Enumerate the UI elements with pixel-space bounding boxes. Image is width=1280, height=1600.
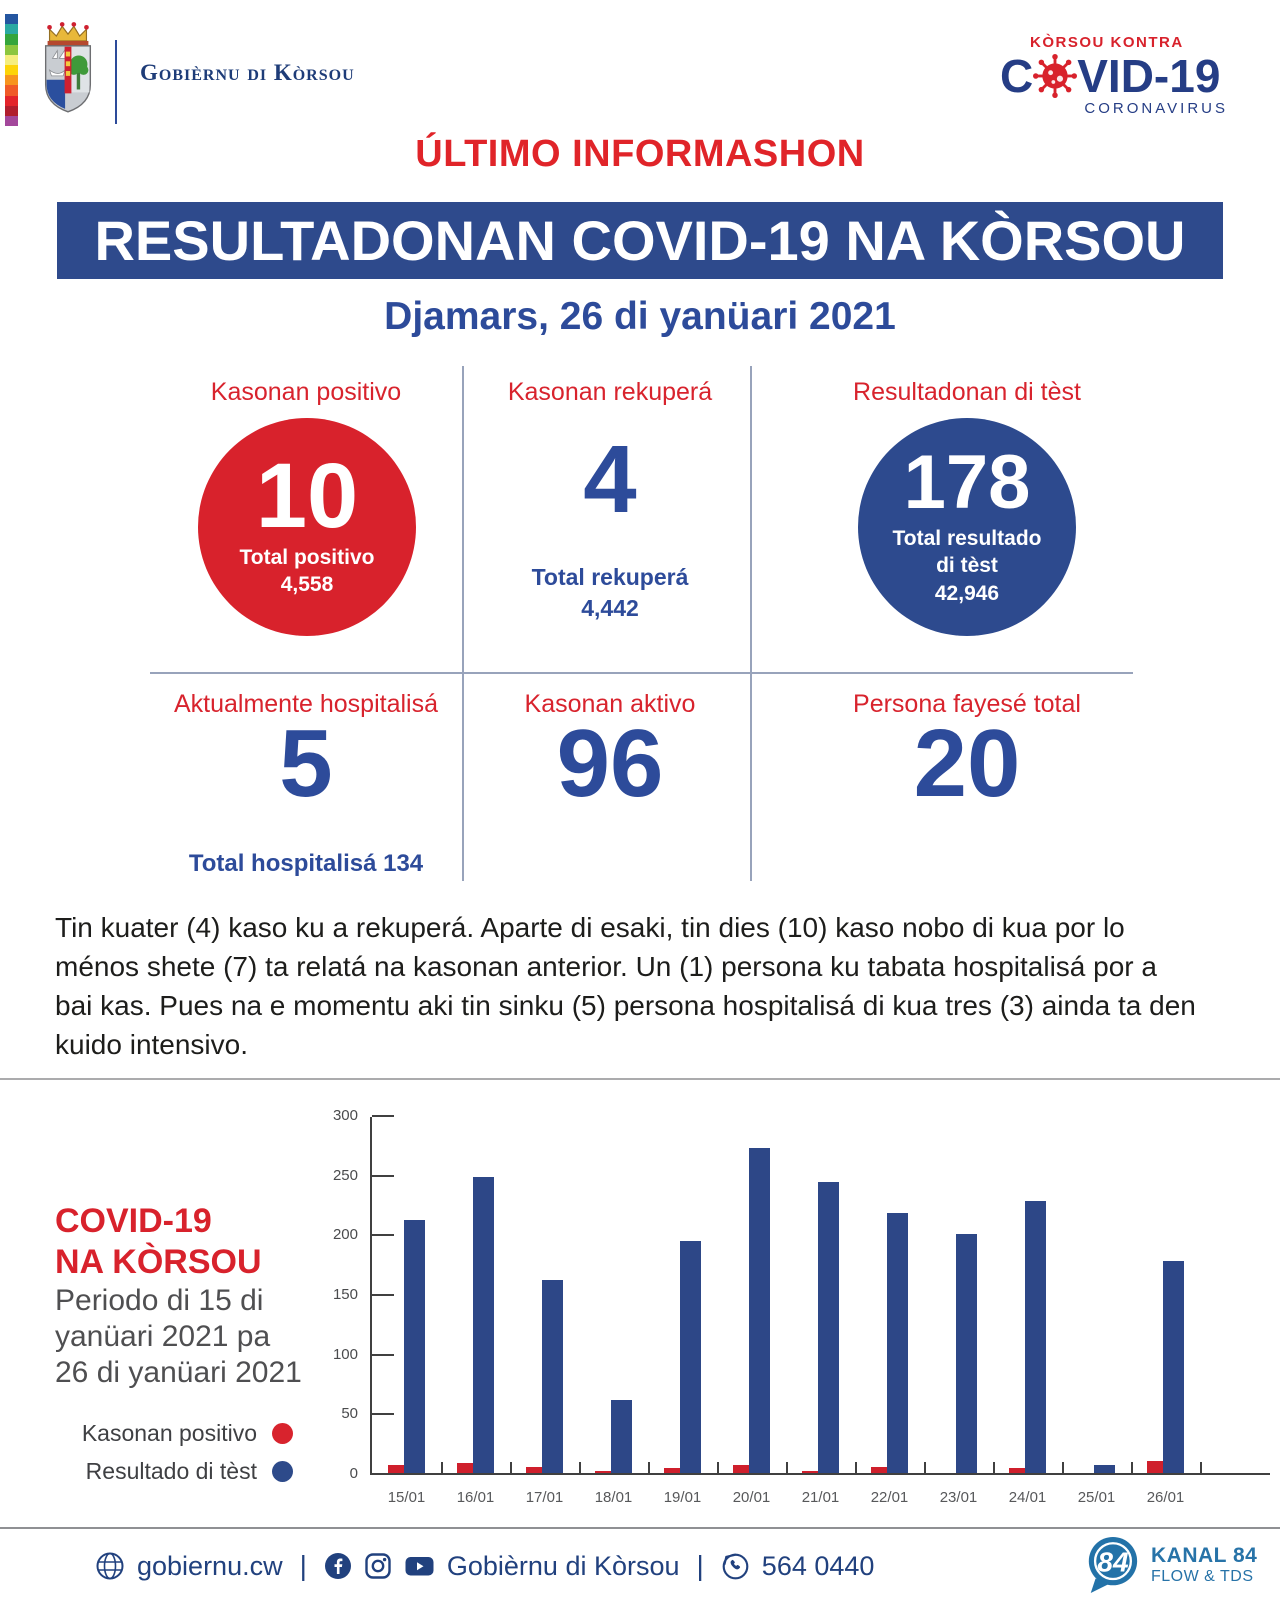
bar-group bbox=[924, 1115, 993, 1506]
stat-sub-test bbox=[893, 525, 1042, 607]
bar-kasonan-positivo bbox=[457, 1463, 473, 1473]
bar-kasonan-positivo bbox=[664, 1468, 680, 1473]
bar-kasonan-positivo bbox=[802, 1471, 818, 1473]
legend-label-positivo: Kasonan positivo bbox=[81, 1420, 257, 1446]
kanal84-logo bbox=[1083, 1535, 1257, 1595]
y-axis-tick-label: 300 bbox=[332, 1107, 358, 1124]
x-axis-label: 23/01 bbox=[939, 1489, 978, 1506]
footer-separator: | bbox=[299, 1550, 307, 1581]
chart-title-line2: NA KÒRSOU bbox=[55, 1243, 262, 1281]
chart-period bbox=[55, 1283, 345, 1391]
legend-label-test: Resultado di tèst bbox=[85, 1458, 257, 1484]
bar-kasonan-positivo bbox=[595, 1471, 611, 1473]
bar-resultado-di-test bbox=[749, 1148, 770, 1473]
footer-website: gobiernu.cw bbox=[137, 1550, 283, 1581]
bar-resultado-di-test bbox=[887, 1213, 908, 1473]
x-axis-label: 25/01 bbox=[1077, 1489, 1116, 1506]
government-name: Gobièrnu di Kòrsou bbox=[140, 60, 355, 85]
bar-kasonan-positivo bbox=[1009, 1468, 1025, 1473]
x-axis-label: 17/01 bbox=[525, 1489, 564, 1506]
page-title-banner bbox=[57, 202, 1223, 279]
youtube-icon bbox=[404, 1552, 435, 1580]
footer-separator: | bbox=[696, 1550, 704, 1581]
stripe-segment bbox=[5, 45, 18, 55]
stat-sub-positivo-total: 4,558 bbox=[280, 573, 334, 597]
covid19-logo bbox=[1000, 34, 1228, 117]
stat-label-hospital: Aktualmente hospitalisá bbox=[173, 690, 439, 718]
kanal84-tagline: FLOW & TDS bbox=[1151, 1567, 1254, 1585]
bar-kasonan-positivo bbox=[1147, 1461, 1163, 1473]
bar-resultado-di-test bbox=[1094, 1465, 1115, 1473]
paragraph-line: kuido intensivo. bbox=[55, 1029, 249, 1060]
stat-sub-rekupera-label: Total rekuperá bbox=[531, 564, 689, 590]
stat-sub-rekupera-total: 4,442 bbox=[581, 595, 639, 622]
bar-group bbox=[993, 1115, 1062, 1506]
y-axis-tick-label: 200 bbox=[332, 1226, 358, 1244]
x-axis-label: 20/01 bbox=[732, 1489, 771, 1506]
facebook-icon bbox=[324, 1552, 352, 1580]
stat-sub-test-label1: Total resultado bbox=[892, 527, 1042, 551]
chart-period-line: yanüari 2021 pa bbox=[55, 1320, 271, 1353]
virus-icon bbox=[1033, 54, 1077, 98]
y-axis-tick-label: 150 bbox=[332, 1286, 358, 1303]
stat-label-test: Resultadonan di tèst bbox=[853, 378, 1081, 406]
bar-resultado-di-test bbox=[611, 1400, 632, 1473]
x-axis-label: 26/01 bbox=[1146, 1489, 1185, 1506]
stripe-segment bbox=[5, 65, 18, 75]
chart-plot bbox=[332, 1107, 1270, 1506]
bar-group bbox=[441, 1115, 510, 1506]
legend-item-test bbox=[55, 1458, 293, 1485]
section-divider bbox=[0, 1078, 1280, 1080]
coat-of-arms-icon bbox=[34, 20, 102, 129]
covid-logo-c: C bbox=[1000, 50, 1034, 102]
stripe-segment bbox=[5, 24, 18, 34]
bar-kasonan-positivo bbox=[388, 1465, 404, 1473]
stat-label-rekupera: Kasonan rekuperá bbox=[507, 378, 713, 406]
stat-value-test: 178 bbox=[903, 439, 1031, 525]
covid-logo-kicker: KÒRSOU KONTRA bbox=[1030, 34, 1184, 51]
y-axis-tick-label: 250 bbox=[332, 1166, 358, 1184]
bar-resultado-di-test bbox=[404, 1220, 425, 1473]
legend-dot-positivo-icon bbox=[272, 1423, 293, 1444]
chart-legend bbox=[55, 1420, 293, 1485]
stripe-segment bbox=[5, 14, 18, 24]
bar-resultado-di-test bbox=[680, 1241, 701, 1473]
report-date: Djamars, 26 di yanüari 2021 bbox=[384, 295, 896, 338]
summary-paragraph bbox=[55, 908, 1205, 1064]
kanal84-bubble-icon bbox=[1083, 1535, 1141, 1595]
x-axis-label: 22/01 bbox=[870, 1489, 909, 1506]
chart-period-line: 26 di yanüari 2021 bbox=[55, 1356, 302, 1389]
stripe-segment bbox=[5, 116, 18, 126]
stat-label-fayese: Persona fayesé total bbox=[853, 690, 1081, 718]
x-axis-label: 15/01 bbox=[387, 1489, 426, 1506]
stripe-segment bbox=[5, 85, 18, 95]
x-axis-label: 16/01 bbox=[456, 1489, 495, 1506]
paragraph-line: ménos shete (7) ta relatá na kasonan anterior. Un (1) persona ku tabata hospitalisá por a bbox=[55, 951, 1157, 982]
page-title: RESULTADONAN COVID-19 NA KÒRSOU bbox=[94, 209, 1186, 272]
gov-stripe bbox=[5, 14, 18, 126]
bar-resultado-di-test bbox=[956, 1234, 977, 1473]
paragraph-line: bai kas. Pues na e momentu aki tin sinku (5) persona hospitalisá di kua tres (3) ainda ta den bbox=[55, 990, 1196, 1021]
kanal84-name: KANAL 84 bbox=[1151, 1543, 1258, 1567]
bar-group bbox=[1062, 1115, 1131, 1506]
stat-value-aktivo: 96 bbox=[556, 710, 664, 817]
x-axis-label: 18/01 bbox=[594, 1489, 633, 1506]
header-divider bbox=[115, 40, 117, 124]
chart-title-line1: COVID-19 bbox=[55, 1202, 212, 1240]
stat-label-positivo: Kasonan positivo bbox=[210, 378, 402, 406]
x-axis-label: 21/01 bbox=[801, 1489, 840, 1506]
stat-label-aktivo: Kasonan aktivo bbox=[524, 690, 696, 718]
stat-sub-hospital: Total hospitalisá 134 bbox=[188, 850, 424, 877]
stat-circle-test bbox=[858, 418, 1076, 636]
footer-divider bbox=[0, 1527, 1280, 1529]
stat-value-fayese: 20 bbox=[913, 710, 1021, 817]
instagram-icon bbox=[364, 1552, 392, 1580]
chart-period-line: Periodo di 15 di bbox=[55, 1284, 264, 1317]
bar-resultado-di-test bbox=[1025, 1201, 1046, 1473]
footer-phone: 564 0440 bbox=[761, 1550, 875, 1581]
stripe-segment bbox=[5, 34, 18, 44]
y-axis-tick-label: 100 bbox=[332, 1345, 358, 1363]
bar-group bbox=[579, 1115, 648, 1506]
footer bbox=[95, 1543, 874, 1589]
bar-resultado-di-test bbox=[818, 1182, 839, 1473]
bar-group bbox=[855, 1115, 924, 1506]
stat-sub-positivo bbox=[240, 544, 375, 599]
grid-divider-horizontal bbox=[150, 672, 1133, 674]
stat-value-positivo: 10 bbox=[255, 445, 359, 548]
bar-group bbox=[372, 1115, 441, 1506]
svg-text:84: 84 bbox=[1097, 1546, 1129, 1578]
bar-group bbox=[786, 1115, 855, 1506]
paragraph-line: Tin kuater (4) kaso ku a rekuperá. Aparte di esaki, tin dies (10) kaso nobo di kua por lo bbox=[55, 912, 1125, 943]
whatsapp-icon bbox=[721, 1552, 750, 1581]
stat-value-hospital: 5 bbox=[279, 710, 333, 817]
bar-kasonan-positivo bbox=[733, 1465, 749, 1473]
stat-sub-rekupera bbox=[440, 562, 780, 624]
bar-kasonan-positivo bbox=[526, 1467, 542, 1473]
footer-social-name: Gobièrnu di Kòrsou bbox=[446, 1550, 680, 1581]
bar-group bbox=[510, 1115, 579, 1506]
x-axis-label: 19/01 bbox=[663, 1489, 702, 1506]
covid-logo-title bbox=[1000, 52, 1228, 100]
stat-sub-test-total: 42,946 bbox=[934, 581, 1000, 605]
stripe-segment bbox=[5, 106, 18, 116]
legend-dot-test-icon bbox=[272, 1461, 293, 1482]
legend-item-positivo bbox=[55, 1420, 293, 1447]
y-axis-tick-label: 50 bbox=[341, 1405, 358, 1423]
bar-resultado-di-test bbox=[473, 1177, 494, 1473]
stat-sub-positivo-label: Total positivo bbox=[239, 546, 375, 570]
page-kicker: ÚLTIMO INFORMASHON bbox=[415, 133, 865, 175]
stat-sub-test-label2: di tèst bbox=[936, 554, 998, 578]
stripe-segment bbox=[5, 75, 18, 85]
stripe-segment bbox=[5, 96, 18, 106]
stat-value-rekupera: 4 bbox=[583, 426, 637, 533]
y-axis-tick-label: 0 bbox=[349, 1465, 358, 1482]
stat-circle-positivo bbox=[198, 418, 416, 636]
stripe-segment bbox=[5, 55, 18, 65]
covid-logo-subtitle: CORONAVIRUS bbox=[1084, 100, 1228, 118]
x-axis-tick bbox=[1200, 1462, 1202, 1473]
bar-group bbox=[717, 1115, 786, 1506]
bar-resultado-di-test bbox=[542, 1280, 563, 1473]
x-axis-label: 24/01 bbox=[1008, 1489, 1047, 1506]
bar-group bbox=[1131, 1115, 1200, 1506]
covid-logo-rest: VID-19 bbox=[1077, 50, 1221, 102]
globe-icon bbox=[95, 1551, 125, 1581]
bar-group bbox=[648, 1115, 717, 1506]
bar-kasonan-positivo bbox=[871, 1467, 887, 1473]
bar-resultado-di-test bbox=[1163, 1261, 1184, 1473]
